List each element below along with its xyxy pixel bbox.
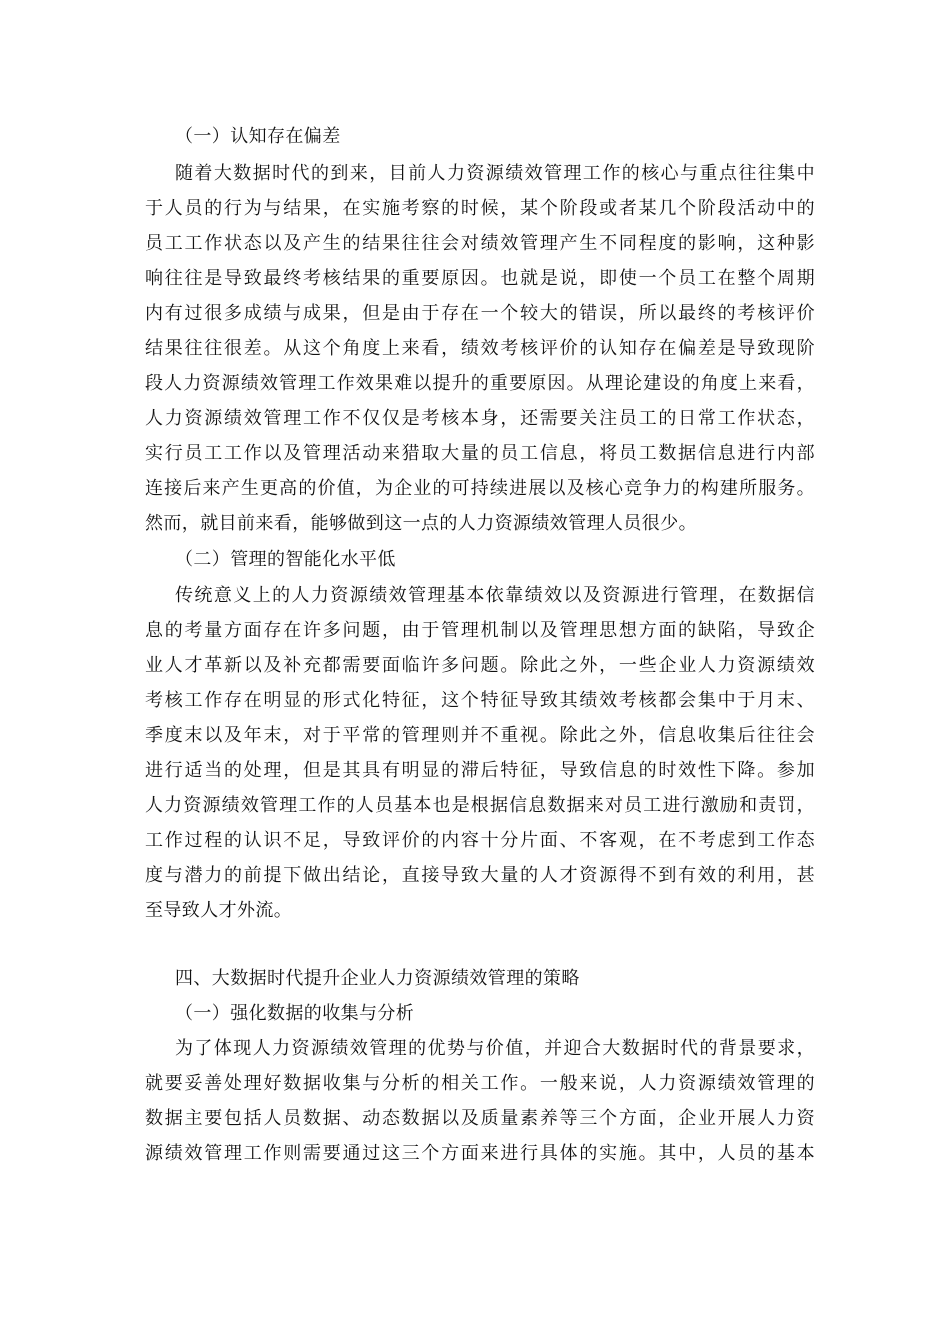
paragraph-line: 进行适当的处理，但是其具有明显的滞后特征，导致信息的时效性下降。参加 [145, 760, 815, 781]
paragraph-line: 段人力资源绩效管理工作效果难以提升的重要原因。从理论建设的角度上来看， [145, 373, 815, 394]
paragraph-line: 至导致人才外流。 [145, 900, 293, 921]
paragraph-line: 为了体现人力资源绩效管理的优势与价值，并迎合大数据时代的背景要求， [175, 1038, 815, 1059]
paragraph-line: 实行员工工作以及管理活动来猎取大量的员工信息，将员工数据信息进行内部 [145, 443, 815, 464]
paragraph-line: 息的考量方面存在许多问题，由于管理机制以及管理思想方面的缺陷，导致企 [145, 620, 815, 641]
paragraph-line: 随着大数据时代的到来，目前人力资源绩效管理工作的核心与重点往往集中 [175, 163, 815, 184]
paragraph-line: 业人才革新以及补充都需要面临许多问题。除此之外，一些企业人力资源绩效 [145, 655, 815, 676]
paragraph-line: 然而，就目前来看，能够做到这一点的人力资源绩效管理人员很少。 [145, 513, 697, 534]
paragraph-line: 工作过程的认识不足，导致评价的内容十分片面、不客观，在不考虑到工作态 [145, 830, 815, 851]
paragraph-line: 就要妥善处理好数据收集与分析的相关工作。一般来说，人力资源绩效管理的 [145, 1073, 815, 1094]
section-heading: （一）认知存在偏差 [175, 126, 341, 147]
paragraph-line: 人力资源绩效管理工作不仅仅是考核本身，还需要关注员工的日常工作状态， [145, 408, 815, 429]
paragraph-line: 数据主要包括人员数据、动态数据以及质量素养等三个方面，企业开展人力资 [145, 1108, 815, 1129]
paragraph-line: 连接后来产生更高的价值，为企业的可持续进展以及核心竞争力的构建所服务。 [145, 478, 815, 499]
paragraph-line: 源绩效管理工作则需要通过这三个方面来进行具体的实施。其中，人员的基本 [145, 1143, 815, 1164]
document-page [145, 0, 815, 1344]
paragraph-line: 度与潜力的前提下做出结论，直接导致大量的人才资源得不到有效的利用，甚 [145, 865, 815, 886]
paragraph-line: 人力资源绩效管理工作的人员基本也是根据信息数据来对员工进行激励和责罚， [145, 795, 815, 816]
paragraph-line: 考核工作存在明显的形式化特征，这个特征导致其绩效考核都会集中于月末、 [145, 690, 815, 711]
paragraph-line: 响往往是导致最终考核结果的重要原因。也就是说，即使一个员工在整个周期 [145, 268, 815, 289]
paragraph-line: 季度末以及年末，对于平常的管理则并不重视。除此之外，信息收集后往往会 [145, 725, 815, 746]
paragraph-line: 内有过很多成绩与成果，但是由于存在一个较大的错误，所以最终的考核评价 [145, 303, 815, 324]
section-heading: （一）强化数据的收集与分析 [175, 1003, 415, 1024]
section-heading: （二）管理的智能化水平低 [175, 549, 396, 570]
chapter-heading: 四、大数据时代提升企业人力资源绩效管理的策略 [175, 968, 580, 989]
paragraph-line: 传统意义上的人力资源绩效管理基本依靠绩效以及资源进行管理，在数据信 [175, 585, 815, 606]
paragraph-line: 于人员的行为与结果，在实施考察的时候，某个阶段或者某几个阶段活动中的 [145, 198, 815, 219]
paragraph-line: 员工工作状态以及产生的结果往往会对绩效管理产生不同程度的影响，这种影 [145, 233, 815, 254]
paragraph-line: 结果往往很差。从这个角度上来看，绩效考核评价的认知存在偏差是导致现阶 [145, 338, 815, 359]
